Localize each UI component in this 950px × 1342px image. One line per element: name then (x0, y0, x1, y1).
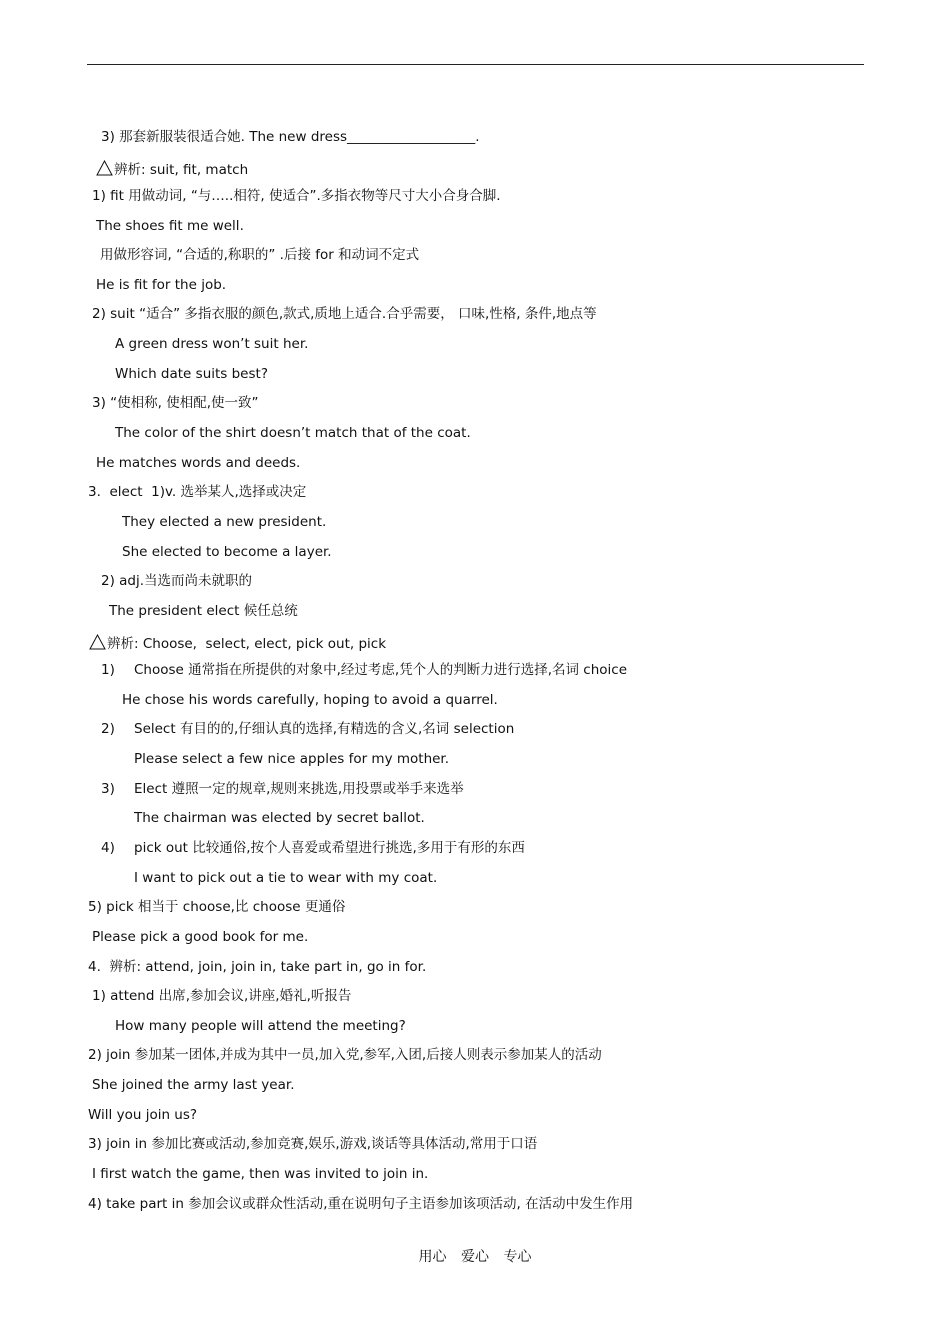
text-line: 3) “使相称, 使相配,使一致” (92, 395, 259, 411)
example-sentence: A green dress won’t suit her. (115, 336, 309, 352)
example-sentence: How many people will attend the meeting? (115, 1018, 406, 1034)
example-sentence: He chose his words carefully, hoping to avoid a quarrel. (122, 692, 498, 708)
example-sentence: Which date suits best? (115, 366, 268, 382)
example-sentence: He matches words and deeds. (96, 455, 301, 471)
text-line: 2) join 参加某一团体,并成为其中一员,加入党,参军,入团,后接人则表示参加某人的活动 (88, 1047, 602, 1063)
text-line: 用做形容词, “合适的,称职的” .后接 for 和动词不定式 (100, 247, 420, 263)
text-line: 1) attend 出席,参加会议,讲座,婚礼,听报告 (92, 988, 352, 1004)
example-sentence: He is fit for the job. (96, 277, 227, 293)
example-sentence: They elected a new president. (122, 514, 327, 530)
list-item: pick out 比较通俗,按个人喜爱或希望进行挑选,多用于有形的东西 (134, 840, 525, 856)
example-sentence: Please pick a good book for me. (92, 929, 309, 945)
example-sentence: Please select a few nice apples for my mother. (134, 751, 450, 767)
text-line: 3) join in 参加比赛或活动,参加竞赛,娱乐,游戏,谈话等具体活动,常用于口语 (88, 1136, 538, 1152)
header-rule (87, 64, 864, 65)
section-heading: 4. 辨析: attend, join, join in, take part in, go in for. (88, 959, 427, 975)
example-sentence: Will you join us? (88, 1107, 198, 1123)
list-number: 4) (101, 840, 115, 856)
heading-text: 辨析: suit, fit, match (114, 162, 249, 178)
triangle-icon (89, 634, 106, 650)
example-sentence: The chairman was elected by secret ballot. (134, 810, 425, 826)
text-line: 2) adj.当选而尚未就职的 (101, 573, 253, 589)
heading-text: 辨析: Choose, select, elect, pick out, pick (107, 636, 387, 652)
list-item: Elect 遵照一定的规章,规则来挑选,用投票或举手来选举 (134, 781, 464, 797)
example-sentence: She joined the army last year. (92, 1077, 295, 1093)
list-item: Choose 通常指在所提供的对象中,经过考虑,凭个人的判断力进行选择,名词 choice (134, 662, 628, 678)
text-line-with-triangle (89, 634, 386, 653)
text-line: 4) take part in 参加会议或群众性活动,重在说明句子主语参加该项活动, 在活动中发生作用 (88, 1196, 634, 1212)
page-footer: 用心 爱心 专心 (418, 1249, 532, 1265)
text-line: 3) 那套新服装很适合她. The new dress___________________. (101, 129, 480, 145)
text-line: 1) fit 用做动词, “与…..相符, 使适合”.多指衣物等尺寸大小合身合脚. (92, 188, 501, 204)
example-sentence: I first watch the game, then was invited to join in. (92, 1166, 429, 1182)
example-sentence: I want to pick out a tie to wear with my coat. (134, 870, 438, 886)
example-sentence: She elected to become a layer. (122, 544, 332, 560)
text-line-with-triangle (96, 160, 248, 179)
section-heading: 3. elect 1)v. 选举某人,选择或决定 (88, 484, 307, 500)
list-number: 2) (101, 721, 115, 737)
list-number: 3) (101, 781, 115, 797)
text-line: 2) suit “适合” 多指衣服的颜色,款式,质地上适合.合乎需要， 口味,性格, 条件,地点等 (92, 306, 597, 322)
example-sentence: The color of the shirt doesn’t match that of the coat. (115, 425, 471, 441)
text-line: 5) pick 相当于 choose,比 choose 更通俗 (88, 899, 346, 915)
list-number: 1) (101, 662, 115, 678)
example-sentence: The shoes fit me well. (96, 218, 244, 234)
triangle-icon (96, 160, 113, 176)
example-sentence: The president elect 候任总统 (109, 603, 298, 619)
list-item: Select 有目的的,仔细认真的选择,有精选的含义,名词 selection (134, 721, 515, 737)
